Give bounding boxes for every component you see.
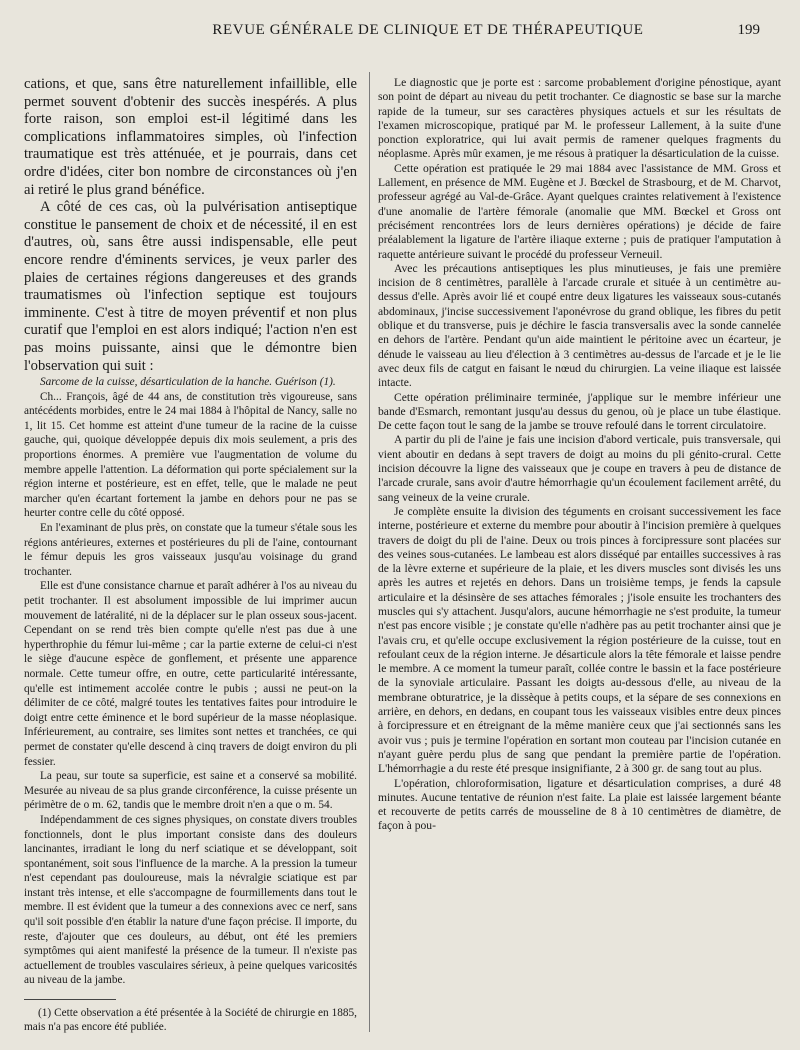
- left-column: [24, 76, 357, 1034]
- paragraph: Cette opération est pratiquée le 29 mai 1884 avec l'assistance de MM. Gross et Lallement, en présence de MM. Eugène et J. Bœckel de Strasbourg, et de M. Charvot, professeur agrégé au Val-de-Grâce. Ayant quelques craintes relativement à l'existence d'une anomalie de l'artère fémorale (anomalie que MM. Bœckel et Gross ont précisément rencontrées lors de leurs dernières opérations) je décide de faire préalablement la ligature de l'artère iliaque externe ; puis de pratiquer l'amputation à raquette antérieure suivant le procédé du professeur Verneuil.: [378, 161, 781, 261]
- page-number: 199: [737, 22, 760, 38]
- paragraph: En l'examinant de plus près, on constate que la tumeur s'étale sous les régions antérieures, externes et postérieures du pli de l'aine, contournant le fémur depuis les gros vaisseaux jusqu'au voisinage du grand trochanter.: [24, 522, 357, 578]
- paragraph: Indépendamment de ces signes physiques, on constate divers troubles fonctionnels, dont le plus important consiste dans des douleurs lancinantes, irradiant le long du nerf sciatique et se développant, soit spontanément, soit sous l'influence de la marche. A la pression la tumeur n'est cependant pas douloureuse, mais la névralgie sciatique est par instant très intense, et elle s'accompagne de fourmillements dans tout le membre. Il est évident que la tumeur a des connexions avec ce nerf, sans qu'il soit possible d'en établir la nature d'une façon précise. Il importe, du reste, d'ajouter que ces douleurs, au début, ont été les premiers symptômes qui aient manifesté la présence de la tumeur. Il n'existe pas actuellement de troubles vasculaires sérieux, à peine quelques varicosités au niveau de la jambe.: [24, 813, 357, 987]
- paragraph: Avec les précautions antiseptiques les plus minutieuses, je fais une première incision de 8 centimètres, parallèle à l'arcade crurale et située à un centimètre au-dessus d'elle. Après avoir lié et coupé entre deux ligatures les vaisseaux sous-cutanés abdominaux, j'incise successivement l'aponévrose du grand oblique, les fibres du petit oblique et du transverse, puis je déchire le fascia transversalis avec la sonde cannelée en dehors de l'artère. Pendant qu'un aide maintient le péritoine avec un écarteur, je dénude le vaisseau au lieu d'élection à 3 centimètres au-dessus de l'arcade et je le lie avec deux fils de catgut en faisant le nœud du chirurgien. La veine iliaque est laissée intacte.: [378, 261, 781, 390]
- paragraph: Le diagnostic que je porte est : sarcome probablement d'origine pénostique, ayant son point de départ au niveau du petit trochanter. Ce diagnostic se base sur la marche rapide de la tumeur, sur ses caractères physiques actuels et sur les résultats de l'examen microscopique, pratiqué par M. le professeur Lallement, à la suite d'une ponction exploratrice, qui lui avait permis de ramener quelques fragments du néoplasme. Après mûr examen, je me résous à pratiquer la désarticulation de la cuisse.: [378, 76, 781, 161]
- paragraph: cations, et que, sans être naturellement infaillible, elle permet souvent d'obtenir des succès inespérés. A plus forte raison, son emploi est-il légitimé dans les complications inflammatoires simples, où l'infection traumatique est très atténuée, et je pourrais, dans cet ordre d'idées, citer bon nombre de circonstances où j'en ai retiré le plus grand bénéfice.: [24, 76, 357, 198]
- footnote: (1) Cette observation a été présentée à la Société de chirurgie en 1885, mais n'a pas encore été publiée.: [24, 1007, 357, 1034]
- running-head: REVUE GÉNÉRALE DE CLINIQUE ET DE THÉRAPEUTIQUE: [212, 22, 644, 38]
- paragraph: Cette opération préliminaire terminée, j'applique sur le membre inférieur une bande d'Esmarch, remontant jusqu'au dessus du genou, où je place un tube élastique. De cette façon tout le sang de la jambe se trouve refoulé dans le torrent circulatoire.: [378, 390, 781, 433]
- page-header: [0, 22, 800, 48]
- right-column: [378, 76, 781, 834]
- paragraph: La peau, sur toute sa superficie, est saine et a conservé sa mobilité. Mesurée au niveau de sa plus grande circonférence, la cuisse présente un périmètre de o m. 62, tandis que le membre droit n'en a que o m. 54.: [24, 770, 357, 812]
- paragraph: Je complète ensuite la division des téguments en croisant successivement les face interne, postérieure et externe du membre pour aboutir à l'incision première à quelques travers de doigt du pli de l'aine. Deux ou trois pinces à forcipressure sont placées sur des veines sous-cutanées. Le lambeau est alors disséqué par entailles successives à ras de la lèvre externe et supérieure de la plaie, et les divers muscles sont divisés les uns après les autres et rejetés en dehors. Dans un troisième temps, je fends la capsule articulaire et la désinsère de ses attaches fémorales ; j'isole ensuite les trochanters des muscles qui s'y attachent. Jusqu'alors, aucune hémorrhagie ne s'est produite, la tumeur n'est pas encore visible ; je constate qu'elle n'adhère pas au petit trochanter ainsi que je l'avais cru, et qu'elle occupe exclusivement la région postérieure de la cuisse, tout en refoulant ceux de la région interne. Je désarticule alors la tête fémorale et laisse pendre le membre. A ce moment la tumeur paraît, collée contre le bassin et la face postérieure de la synoviale articulaire. Passant les doigts au-dessous d'elle, au niveau de la membrane obturatrice, je la dissèque à petits coups, et la sépare de ses connexions en arrière, en dehors, en dedans, en coupant tous les vaisseaux visibles entre deux pinces à forcipressure et en étreignant de la même manière ceux que j'ai sectionnés sans les avoir vus ; puis je termine l'opération en sortant mon couteau par l'incision cutanée en n'ayant guère perdu plus de sang que pendant la première partie de l'opération. L'hémorrhagie a du reste été presque insignifiante, 2 à 300 gr. de sang tout au plus.: [378, 504, 781, 776]
- observation-heading: Sarcome de la cuisse, désarticulation de la hanche. Guérison (1).: [40, 376, 336, 389]
- paragraph: Ch... François, âgé de 44 ans, de constitution très vigoureuse, sans antécédents morbides, entre le 24 mai 1884 à l'hôpital de Nancy, salle no 1, lit 15. Cet homme est atteint d'une tumeur de la racine de la cuisse gauche, qui, quoique développée depuis dix mois seulement, a pris des proportions énormes. A première vue l'augmentation de volume du membre appelle l'attention. La déformation qui porte spécialement sur la région interne et postérieure, est en effet, telle, que le malade ne peut marcher qu'en écartant fortement la jambe en dehors pour ne pas se heurter contre celle du côté opposé.: [24, 390, 357, 520]
- paragraph: Elle est d'une consistance charnue et paraît adhérer à l'os au niveau du petit trochanter. Il est absolument impossible de lui imprimer aucun mouvement de latéralité, ni de la déplacer sur le plan osseux sous-jacent. Cependant on se rend très bien compte qu'elle n'est pas due à une hyperthrophie du fémur lui-même ; car la partie externe de celui-ci n'est le siège d'aucune espèce de gonflement, et présente une apparence normale. Cette tumeur offre, en outre, cette particularité intéressante, qu'elle est intimement accolée contre le pubis ; aussi ne peut-on la délimiter de ce côté, malgré toutes les tentatives faites pour introduire le doigt entre cette éminence et le bord supérieur de la masse néoplasique. Inférieurement, au contraire, ses limites sont nettes et tranchées, ce qui permet de constater qu'elle descend à cinq travers de doigt environ du pli fessier.: [24, 580, 357, 768]
- footnote-rule: [24, 999, 116, 1000]
- column-divider: [369, 72, 370, 1032]
- paragraph: A partir du pli de l'aine je fais une incision d'abord verticale, puis transversale, qui vient aboutir en dedans à sept travers de doigt au moins du pli génito-crural. Cette incision découvre la ligne des vaisseaux que je coupe en travers à peu de distance de l'arcade crurale, sans avoir d'autre hémorrhagie qu'un écoulement facilement arrêté, du sang veineux de la veine crurale.: [378, 433, 781, 504]
- paragraph: L'opération, chloroformisation, ligature et désarticulation comprises, a duré 48 minutes. Aucune tentative de réunion n'est faite. La plaie est laissée largement béante et recouverte de petits carrés de mousseline de 8 à 10 centimètres de diamètre, de façon à pou-: [378, 776, 781, 833]
- paragraph: A côté de ces cas, où la pulvérisation antiseptique constitue le pansement de choix et de nécessité, il en est d'autres, où, sans être aussi indispensable, elle peut encore rendre d'éminents services, je veux parler des plaies de certaines régions dangereuses et des grands traumatismes où l'infection septique est toujours imminente. C'est à titre de moyen préventif et non plus curatif que l'emploi en est alors indiqué; l'action n'en est pas moins puissante, ainsi que le démontre bien l'observation qui suit :: [24, 199, 357, 374]
